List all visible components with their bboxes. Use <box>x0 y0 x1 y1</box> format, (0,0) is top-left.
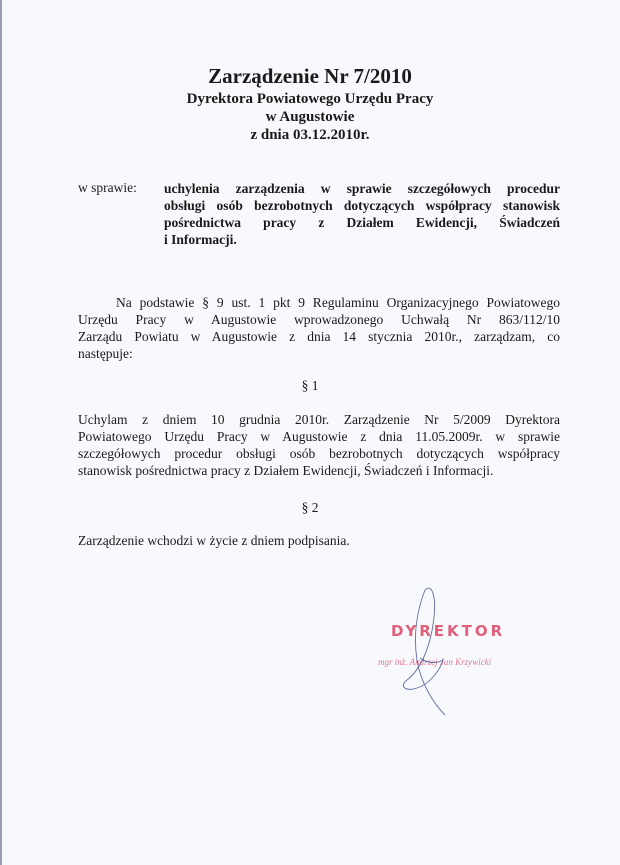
subject-line: pośrednictwa pracy z Działem Ewidencji, Świadczeń <box>164 215 560 230</box>
issuer-location: w Augustowie <box>265 109 355 125</box>
section-2-heading: § 2 <box>301 500 319 515</box>
subject-text <box>164 180 560 248</box>
basis-line: Na podstawie § 9 ust. 1 pkt 9 Regulaminu Organizacyjnego Powiatowego <box>116 295 560 310</box>
section-1-line: Uchylam z dniem 10 grudnia 2010r. Zarządzenie Nr 5/2009 Dyrektora <box>78 412 560 427</box>
section-1-line: szczegółowych procedur obsługi osób bezrobotnych dotyczących współpracy <box>78 446 560 461</box>
basis-line: Urzędu Pracy w Augustowie wprowadzonego Uchwałą Nr 863/112/10 <box>78 312 560 327</box>
stamp-title: DYREKTOR <box>391 622 506 640</box>
subject-line: i Informacji. <box>164 232 237 247</box>
subject-line: uchylenia zarządzenia w sprawie szczegółowych procedur <box>164 181 560 196</box>
subject-label: w sprawie: <box>78 180 137 195</box>
basis-line: Zarządu Powiatu w Augustowie z dnia 14 stycznia 2010r., zarządzam, co <box>78 329 560 344</box>
legal-basis-paragraph <box>78 294 560 362</box>
handwritten-signature <box>395 580 475 720</box>
basis-line: następuje: <box>78 346 133 361</box>
document-date: z dnia 03.12.2010r. <box>250 127 370 143</box>
section-2-paragraph: Zarządzenie wchodzi w życie z dniem podpisania. <box>78 533 350 548</box>
section-1-line: Powiatowego Urzędu Pracy w Augustowie z dnia 11.05.2009r. w sprawie <box>78 429 560 444</box>
document-title: Zarządzenie Nr 7/2010 <box>208 64 412 88</box>
stamp-name: mgr inż. Andrzej Jan Krzywicki <box>378 657 492 667</box>
section-1-paragraph <box>78 411 560 479</box>
section-1-heading: § 1 <box>301 378 319 393</box>
subject-line: obsługi osób bezrobotnych dotyczących współpracy stanowisk <box>164 198 560 213</box>
section-1-line: stanowisk pośrednictwa pracy z Działem Ewidencji, Świadczeń i Informacji. <box>78 463 494 478</box>
issuer-line: Dyrektora Powiatowego Urzędu Pracy <box>186 91 434 107</box>
